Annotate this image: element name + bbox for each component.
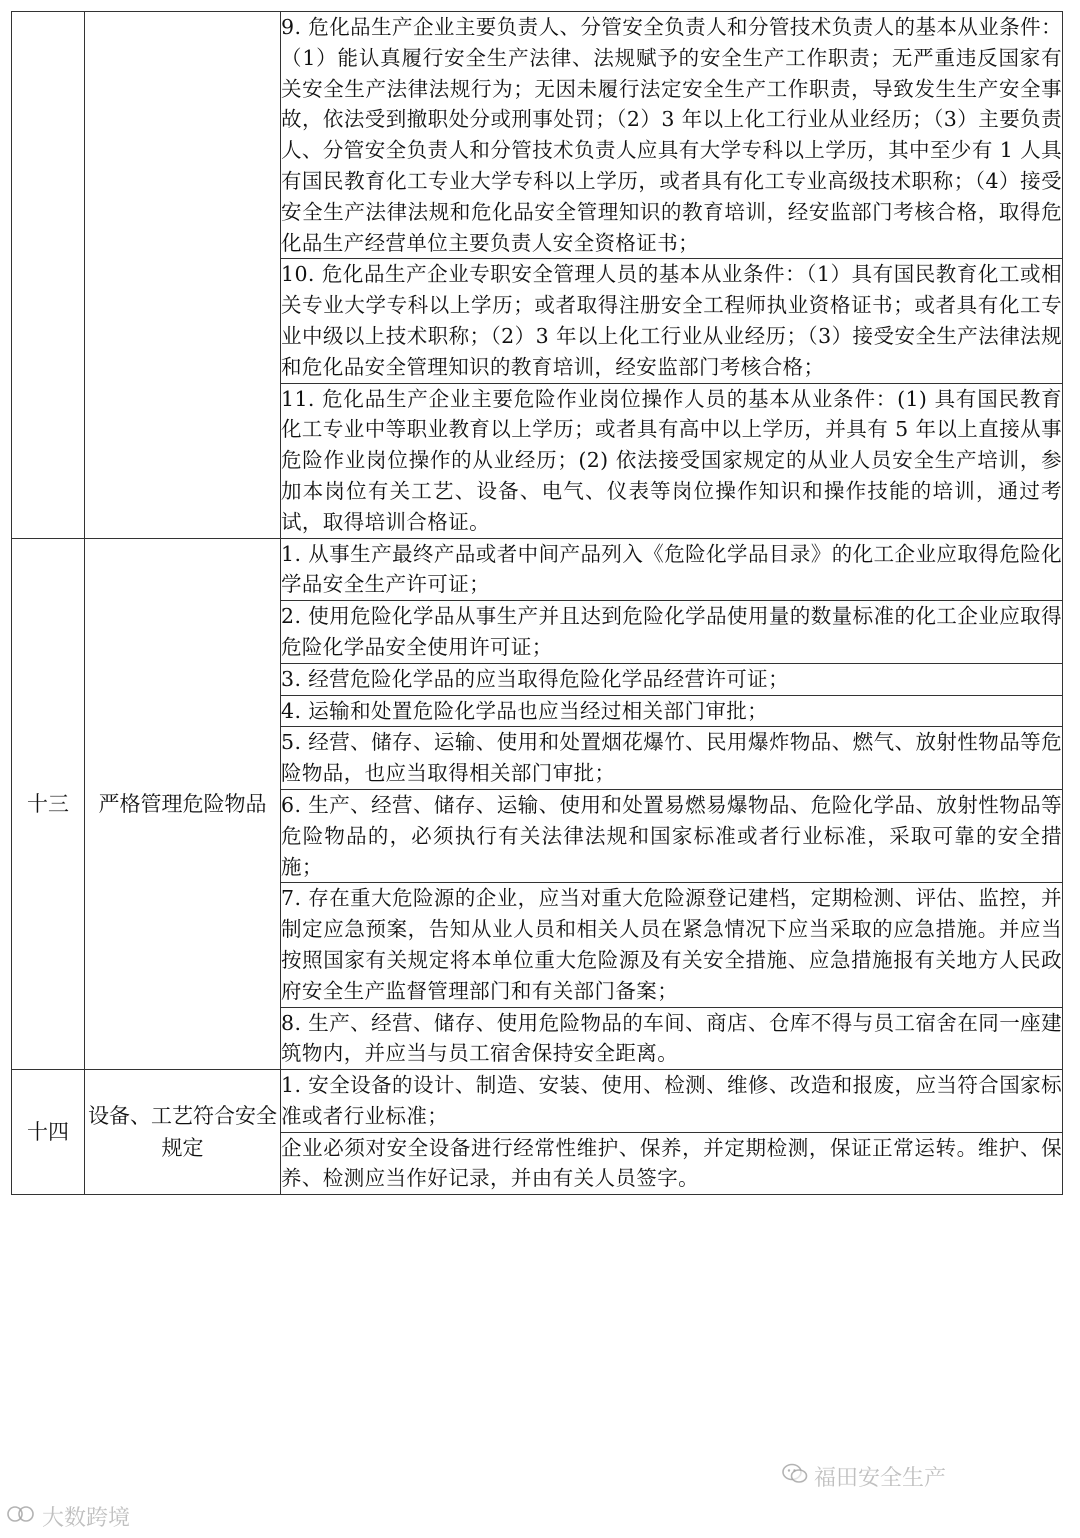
section-title-cell	[85, 12, 281, 539]
requirement-item: 7. 存在重大危险源的企业，应当对重大危险源登记建档，定期检测、评估、监控，并制定应急预案，告知从业人员和相关人员在紧急情况下应当采取的应急措施。并应当按照国家有关规定将本单位重大危险源及有关安全措施、应急措施报有关地方人民政府安全生产监督管理部门和有关部门备案；	[281, 883, 1063, 1007]
table-row	[12, 538, 1063, 601]
requirement-item: 9. 危化品生产企业主要负责人、分管安全负责人和分管技术负责人的基本从业条件：（1）能认真履行安全生产法律、法规赋予的安全生产工作职责；无严重违反国家有关安全生产法律法规行为；无因未履行法定安全生产工作职责，导致发生生产安全事故，依法受到撤职处分或刑事处罚；（2）3 年以上化工行业从业经历；（3）主要负责人、分管安全负责人和分管技术负责人应具有大学专科以上学历，其中至少有 1 人具有国民教育化工专业大学专科以上学历，或者具有化工专业高级技术职称；（4）接受安全生产法律法规和危化品安全管理知识的教育培训，经安监部门考核合格，取得危化品生产经营单位主要负责人安全资格证书；	[281, 12, 1063, 259]
requirement-item: 4. 运输和处置危险化学品也应当经过相关部门审批；	[281, 695, 1063, 727]
wechat-logo-icon	[782, 1463, 808, 1491]
requirement-item: 2. 使用危险化学品从事生产并且达到危险化学品使用量的数量标准的化工企业应取得危险化学品安全使用许可证；	[281, 601, 1063, 664]
requirement-item: 10. 危化品生产企业专职安全管理人员的基本从业条件：（1）具有国民教育化工或相关专业大学专科以上学历；或者取得注册安全工程师执业资格证书；或者具有化工专业中级以上技术职称；（2）3 年以上化工行业从业经历；（3）接受安全生产法律法规和危化品安全管理知识的教育培训，经安监部门考核合格；	[281, 259, 1063, 383]
requirement-item: 3. 经营危险化学品的应当取得危险化学品经营许可证；	[281, 663, 1063, 695]
section-title: 设备、工艺符合安全规定	[85, 1070, 281, 1195]
table-row	[12, 12, 1063, 259]
requirement-item: 6. 生产、经营、储存、运输、使用和处置易燃易爆物品、危险化学品、放射性物品等危险物品的，必须执行有关法律法规和国家标准或者行业标准，采取可靠的安全措施；	[281, 789, 1063, 882]
section-number-cell	[12, 12, 85, 539]
sogou-logo-icon	[6, 1503, 36, 1531]
requirement-item: 1. 从事生产最终产品或者中间产品列入《危险化学品目录》的化工企业应取得危险化学品安全生产许可证；	[281, 538, 1063, 601]
requirement-item: 8. 生产、经营、储存、使用危险物品的车间、商店、仓库不得与员工宿舍在同一座建筑物内，并应当与员工宿舍保持安全距离。	[281, 1007, 1063, 1070]
section-title: 严格管理危险物品	[85, 538, 281, 1070]
wechat-watermark	[782, 1461, 946, 1492]
table-row	[12, 1070, 1063, 1133]
source-name: 大数跨境	[42, 1506, 131, 1531]
requirement-item: 1. 安全设备的设计、制造、安装、使用、检测、维修、改造和报废，应当符合国家标准或者行业标准；	[281, 1070, 1063, 1133]
wechat-account-name: 福田安全生产	[814, 1466, 947, 1491]
regulation-table	[11, 11, 1063, 1195]
requirement-item: 5. 经营、储存、运输、使用和处置烟花爆竹、民用爆炸物品、燃气、放射性物品等危险物品，也应当取得相关部门审批；	[281, 727, 1063, 790]
requirement-item: 11. 危化品生产企业主要危险作业岗位操作人员的基本从业条件：(1) 具有国民教育化工专业中等职业教育以上学历；或者具有高中以上学历，并具有 5 年以上直接从事危险作业岗位操作的从业经历；(2) 依法接受国家规定的从业人员安全生产培训，参加本岗位有关工艺、设备、电气、仪表等岗位操作知识和操作技能的培训，通过考试，取得培训合格证。	[281, 383, 1063, 538]
section-number: 十四	[12, 1070, 85, 1195]
section-number: 十三	[12, 538, 85, 1070]
source-watermark	[6, 1501, 130, 1532]
requirement-item: 企业必须对安全设备进行经常性维护、保养，并定期检测，保证正常运转。维护、保养、检测应当作好记录，并由有关人员签字。	[281, 1132, 1063, 1195]
